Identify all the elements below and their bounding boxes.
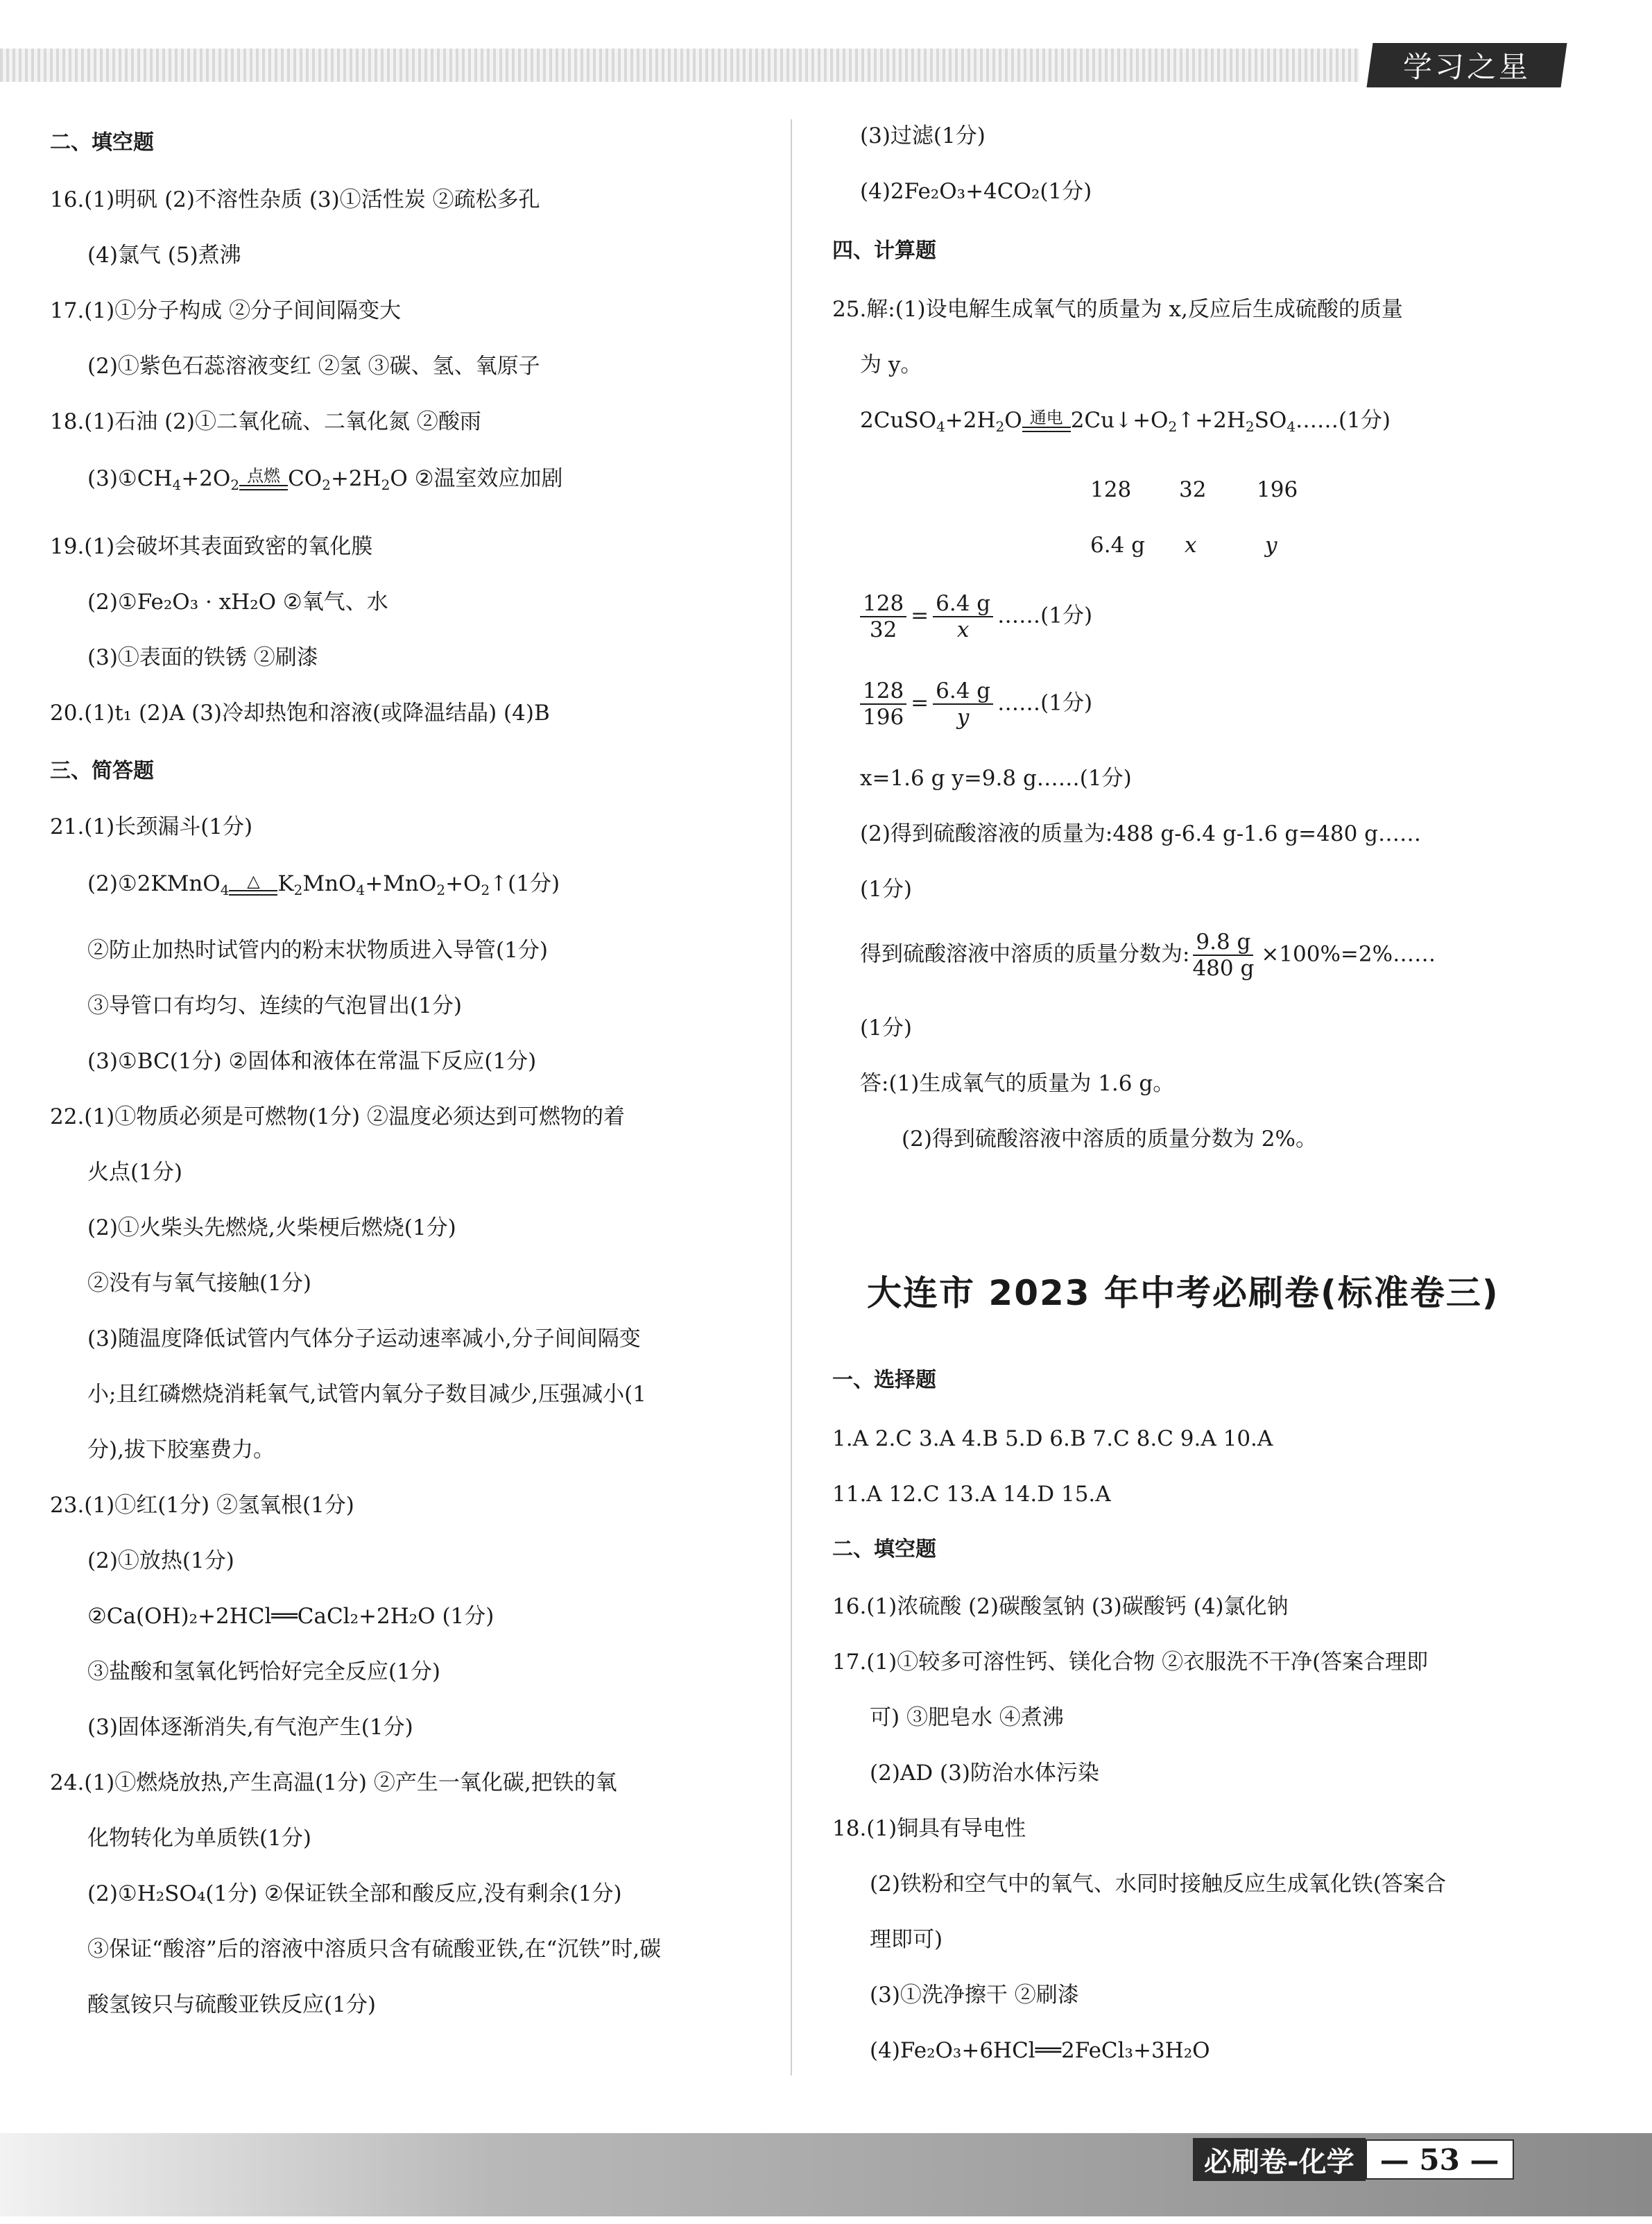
unknown-value: x [1185,533,1197,558]
equation-line: $(3)①CH_4+2O_2$ 点燃 $CO_2+2H_2O$ ②温室效应加剧 [87,465,562,499]
eq-suffix: ②温室效应加剧 [414,466,563,491]
answer-line: 化物转化为单质铁(1分) [87,1826,311,1851]
answer-line: (2)①Fe₂O₃ · xH₂O ②氧气、水 [87,590,388,615]
section-heading: 四、计算题 [832,239,936,263]
footer-label: 必刷卷-化学 [1193,2138,1366,2181]
brand-text: 学习之星 [1402,50,1531,84]
reaction-condition: 通电 [1022,409,1071,440]
answer-line: (3)固体逐渐消失,有气泡产生(1分) [87,1715,413,1740]
answer-line: 理即可) [870,1927,943,1952]
section-heading: 一、选择题 [832,1368,936,1392]
answer-line: 17.(1)①分子构成 ②分子间间隔变大 [50,298,402,323]
answer-line: (3)①表面的铁锈 ②刷漆 [87,645,318,670]
answer-line: 小;且红磷燃烧消耗氧气,试管内氧分子数目减少,压强减小(1 [87,1382,646,1407]
answer-line: ③导管口有均匀、连续的气泡冒出(1分) [87,993,462,1018]
percent-line: 得到硫酸溶液中溶质的质量分数为: $\frac{9.8 g}{480 g}$ ×100%=2%…… [860,930,1436,981]
known-value: 6.4 g [1090,533,1145,558]
proportion-line: $\frac{128}{196}$ = $\frac{6.4 g}{y}$ ……(1分) [860,678,1092,730]
answer-line: 为 y。 [860,352,922,377]
answer-line: (3)①洗净擦干 ②刷漆 [870,1983,1079,2008]
answer-line: (1分) [860,877,912,902]
answer-line: (3)过滤(1分) [860,123,986,148]
answer-line: (3)随温度降低试管内气体分子运动速率减小,分子间间隔变 [87,1326,641,1351]
answer-line: 20.(1)t₁ (2)A (3)冷却热饱和溶液(或降温结晶) (4)B [50,701,550,726]
answer-line: (2)铁粉和空气中的氧气、水同时接触反应生成氧化铁(答案合 [870,1872,1447,1897]
answer-line: (2)①紫色石蕊溶液变红 ②氢 ③碳、氢、氧原子 [87,354,540,379]
answer-line: 21.(1)长颈漏斗(1分) [50,814,253,839]
reaction-condition: 点燃 [239,467,288,499]
footer-tag [1193,2138,1540,2181]
answer-line: 16.(1)明矾 (2)不溶性杂质 (3)①活性炭 ②疏松多孔 [50,187,540,212]
answer-line: (2)①放热(1分) [87,1548,234,1573]
answer-line: (2)得到硫酸溶液的质量为:488 g-6.4 g-1.6 g=480 g…… [860,821,1422,846]
answer-line: 18.(1)石油 (2)①二氧化硫、二氧化氮 ②酸雨 [50,409,481,434]
answer-line: 25.解:(1)设电解生成氧气的质量为 x,反应后生成硫酸的质量 [832,297,1403,322]
proportion-line: $\frac{128}{32}$ = $\frac{6.4 g}{x}$ ……(1分) [860,591,1092,642]
page-number: — 53 — [1366,2139,1514,2180]
answer-line: 24.(1)①燃烧放热,产生高温(1分) ②产生一氧化碳,把铁的氧 [50,1770,617,1795]
column-divider [791,119,792,2076]
answer-line: (1分) [860,1016,912,1041]
answer-line: 分),拔下胶塞费力。 [87,1437,275,1462]
equation-line: (2)①2KMnO$_4$ △ $K_2MnO_4+MnO_2+O_2↑(1$分) [87,870,560,904]
paper-title: 大连市 2023 年中考必刷卷(标准卷三) [867,1273,1499,1313]
answer-line: 可) ③肥皂水 ④煮沸 [870,1705,1064,1730]
molar-mass: 128 [1090,477,1132,502]
answer-line: (3)①BC(1分) ②固体和液体在常温下反应(1分) [87,1049,537,1074]
answer-line: (2)得到硫酸溶液中溶质的质量分数为 2%。 [902,1127,1317,1152]
answer-line: (4)氯气 (5)煮沸 [87,243,241,268]
answer-line: 1.A 2.C 3.A 4.B 5.D 6.B 7.C 8.C 9.A 10.A [832,1426,1273,1451]
answer-line: 23.(1)①红(1分) ②氢氧根(1分) [50,1493,354,1518]
section-heading: 三、简答题 [50,759,154,783]
answer-line: ②没有与氧气接触(1分) [87,1271,311,1296]
equation-line: $2CuSO_4+2H_2O$ 通电 $2Cu↓+O_2↑+2H_2SO_4\dots\dots(1$分) [860,407,1391,440]
answer-line: (4)Fe₂O₃+6HCl══2FeCl₃+3H₂O [870,2038,1210,2063]
brand-badge [1367,43,1567,87]
answer-line: ③保证“酸溶”后的溶液中溶质只含有硫酸亚铁,在“沉铁”时,碳 [87,1937,662,1962]
answer-line: 11.A 12.C 13.A 14.D 15.A [832,1482,1111,1507]
section-heading: 二、填空题 [832,1537,936,1562]
answer-line: 答:(1)生成氧气的质量为 1.6 g。 [860,1071,1175,1096]
answer-line: (2)AD (3)防治水体污染 [870,1761,1099,1786]
answer-line: ③盐酸和氢氧化钙恰好完全反应(1分) [87,1659,440,1684]
molar-mass: 196 [1257,477,1298,502]
answer-line: (2)①火柴头先燃烧,火柴梗后燃烧(1分) [87,1215,456,1240]
answer-line: 22.(1)①物质必须是可燃物(1分) ②温度必须达到可燃物的着 [50,1104,625,1129]
answer-line: ②Ca(OH)₂+2HCl══CaCl₂+2H₂O (1分) [87,1604,494,1629]
answer-line: (2)①H₂SO₄(1分) ②保证铁全部和酸反应,没有剩余(1分) [87,1881,622,1906]
section-heading: 二、填空题 [50,130,154,155]
answer-line: x=1.6 g y=9.8 g……(1分) [860,766,1132,791]
answer-line: 火点(1分) [87,1160,182,1185]
molar-mass: 32 [1179,477,1207,502]
answer-line: 18.(1)铜具有导电性 [832,1816,1026,1841]
unknown-value: y [1265,533,1277,558]
answer-line: (4)2Fe₂O₃+4CO₂(1分) [860,179,1092,204]
eq-prefix: (3)①CH [87,466,173,491]
answer-line: 17.(1)①较多可溶性钙、镁化合物 ②衣服洗不干净(答案合理即 [832,1650,1429,1675]
answer-line: 16.(1)浓硫酸 (2)碳酸氢钠 (3)碳酸钙 (4)氯化钠 [832,1594,1289,1619]
answer-line: ②防止加热时试管内的粉末状物质进入导管(1分) [87,938,548,963]
answer-line: 19.(1)会破坏其表面致密的氧化膜 [50,534,373,559]
header-band [0,49,1359,82]
answer-line: 酸氢铵只与硫酸亚铁反应(1分) [87,1992,376,2017]
reaction-condition: △ [229,872,277,904]
